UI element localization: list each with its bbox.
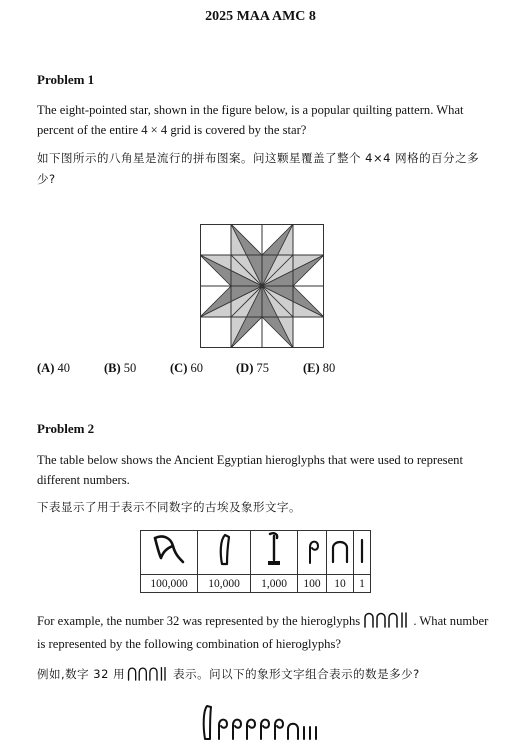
- table-cell: 100: [298, 575, 327, 593]
- table-cell: 10,000: [198, 575, 251, 593]
- choice-c[interactable]: (C) 60: [170, 361, 203, 375]
- hieroglyph-table: [140, 530, 371, 593]
- choice-b[interactable]: (B) 50: [104, 361, 137, 375]
- document-title: 2025 MAA AMC 8: [205, 9, 316, 24]
- problem-1-text: The eight-pointed star, shown in the figure below, is a popular quilting pattern. What percent of the entire 4 × 4 grid is covered by the star?: [37, 103, 464, 137]
- choice-d[interactable]: (D) 75: [236, 361, 269, 375]
- heel-bone-icon: [327, 531, 354, 575]
- table-cell: 1: [354, 575, 371, 593]
- problem-2-text: The table below shows the Ancient Egyptian hieroglyphs that were used to represent different numbers.: [37, 453, 463, 487]
- choice-e[interactable]: (E) 80: [303, 361, 336, 375]
- lotus-icon: [251, 531, 298, 575]
- problem-2-example-text-chinese: 例如,数字 32 用 表示。问以下的象形文字组合表示的数是多少?: [37, 664, 492, 688]
- hieroglyph-combination-icon: [200, 703, 330, 743]
- table-cell: 1,000: [251, 575, 298, 593]
- hieroglyphs-32-icon: [363, 610, 413, 634]
- problem-2-example-text: For example, the number 32 was represented by the hieroglyphs . What number is represented by the following combination of hieroglyphs?: [37, 610, 492, 654]
- problem-1-text-chinese: 如下图所示的八角星是流行的拼布图案。问这颗星覆盖了整个 4×4 网格的百分之多少?: [37, 151, 480, 186]
- table-cell: 10: [327, 575, 354, 593]
- problem-2-text-chinese: 下表显示了用于表示不同数字的古埃及象形文字。: [37, 500, 301, 514]
- stroke-icon: [354, 531, 371, 575]
- problem-2-heading: Problem 2: [37, 421, 95, 436]
- coil-icon: [298, 531, 327, 575]
- table-cell: 100,000: [141, 575, 198, 593]
- tadpole-icon: [141, 531, 198, 575]
- choice-a[interactable]: (A) 40: [37, 361, 70, 375]
- eight-pointed-star-figure: [200, 224, 324, 348]
- finger-icon: [198, 531, 251, 575]
- problem-1-heading: Problem 1: [37, 72, 95, 87]
- hieroglyphs-32-icon: [125, 665, 173, 688]
